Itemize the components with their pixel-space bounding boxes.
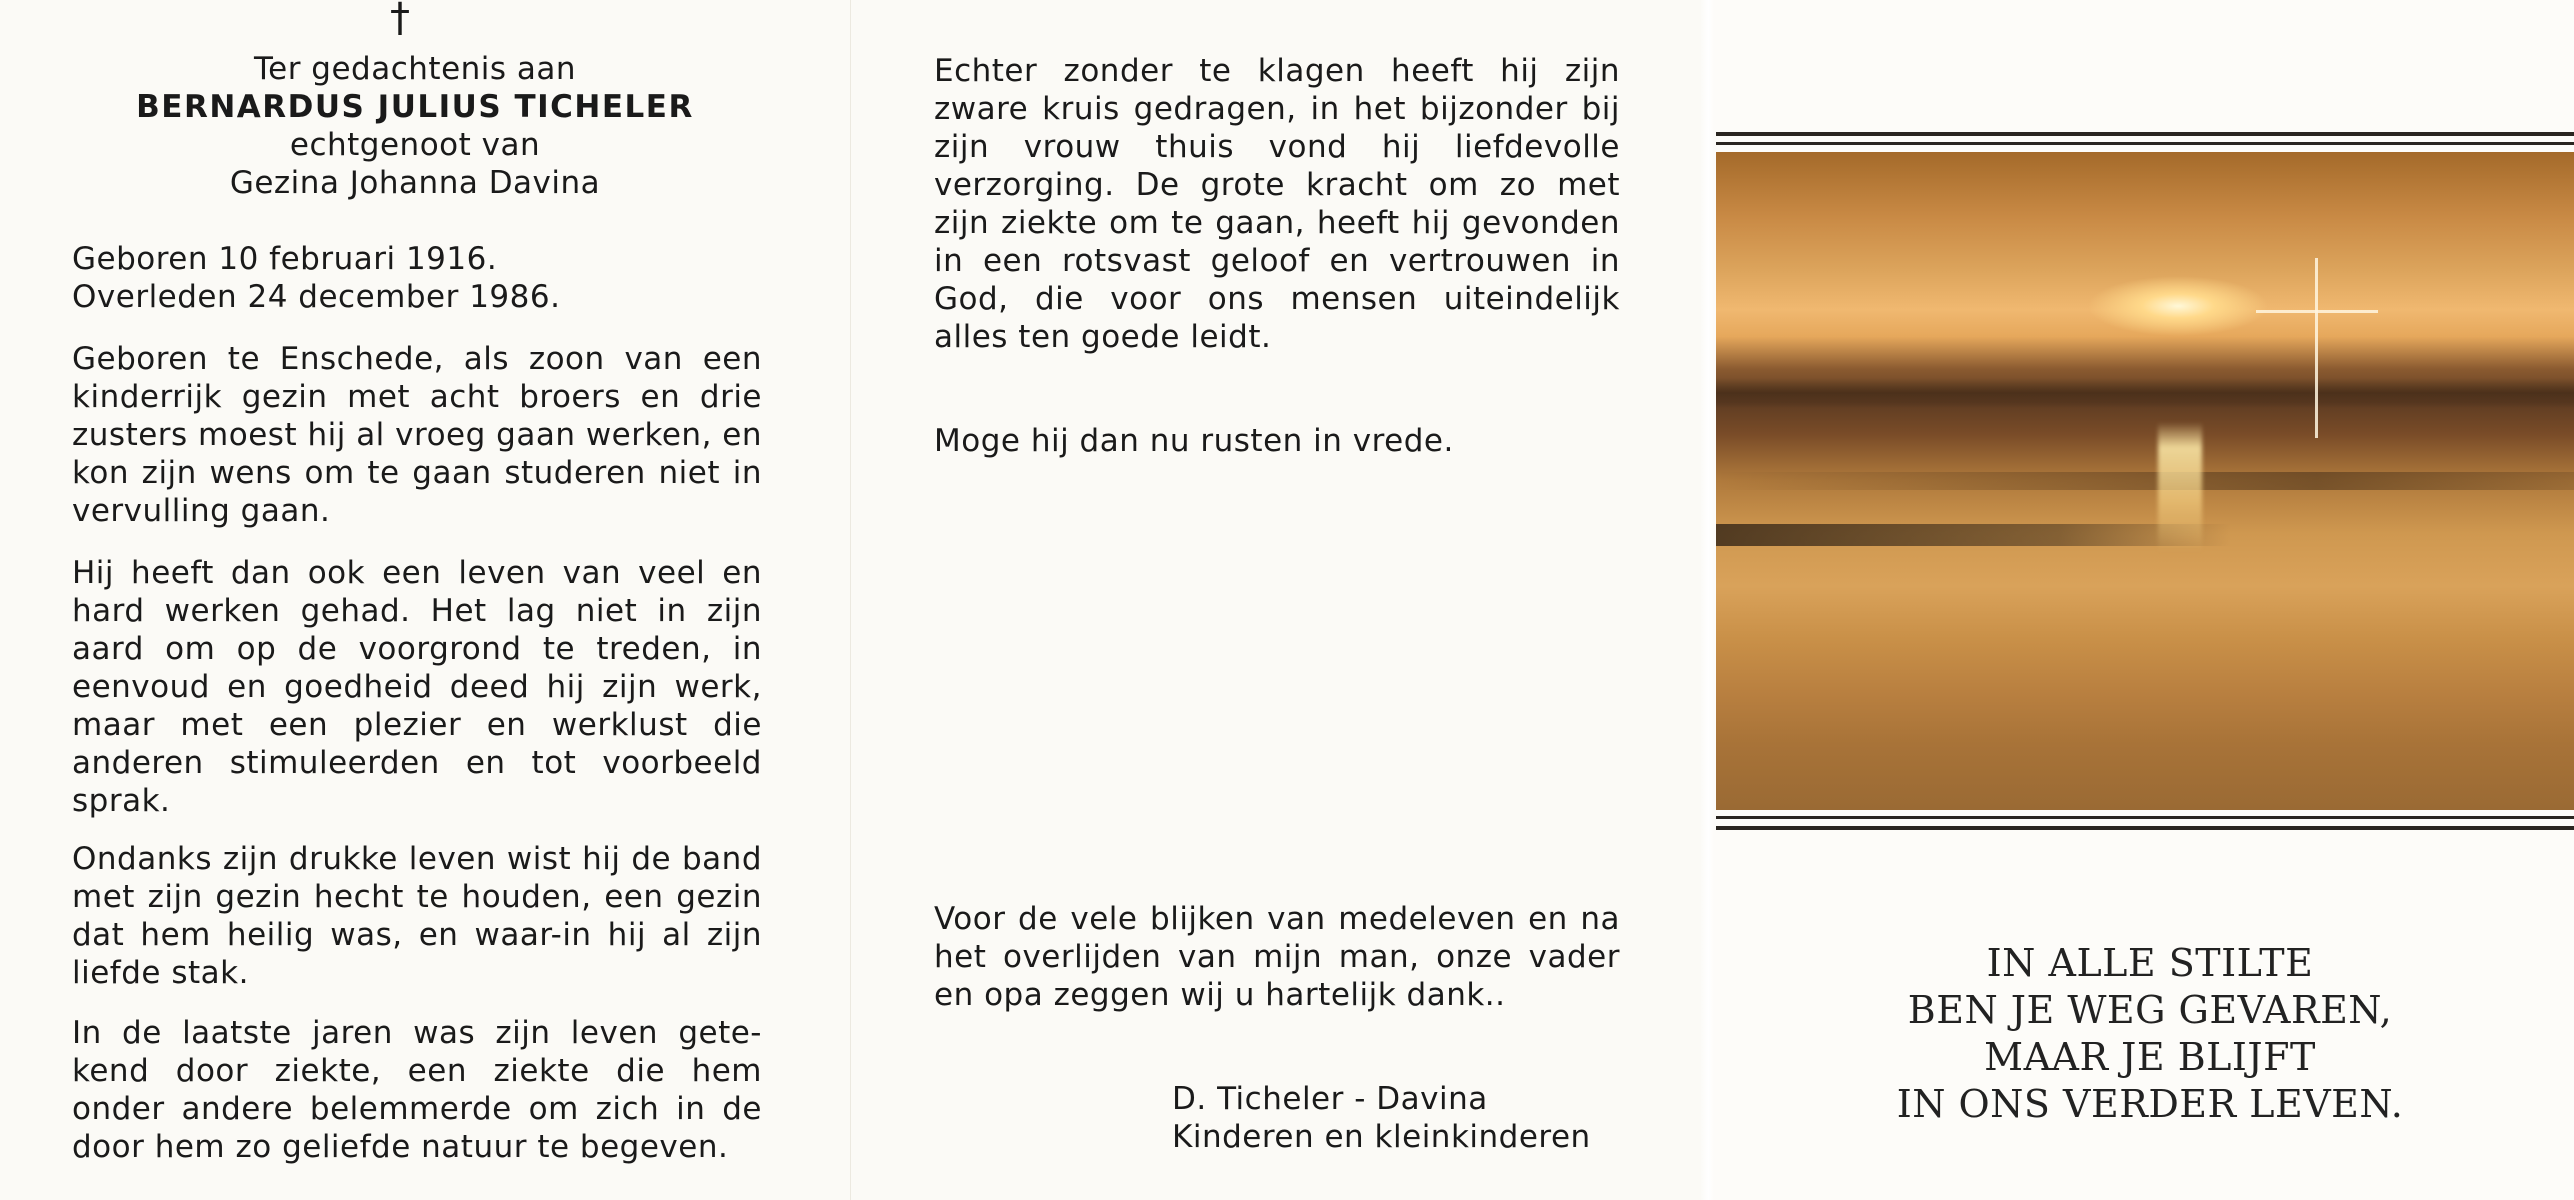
card-fold bbox=[1700, 0, 1714, 1200]
verse-line-1: IN ALLE STILTE bbox=[1986, 941, 2314, 985]
relation-text: echtgenoot van bbox=[289, 127, 541, 163]
memorial-verse bbox=[1770, 940, 2530, 1128]
life-dates bbox=[72, 240, 772, 316]
water-band bbox=[1716, 472, 2574, 490]
frame-rule-top-inner bbox=[1716, 142, 2574, 145]
frame-rule-top bbox=[1716, 132, 2574, 136]
biography-paragraph-1: Geboren te Enschede, als zoon van een kinderrijk gezin met acht broers en drie zusters moest hij al vroeg gaan werken, en kon zijn wens om te gaan studeren niet in vervulling gaan. bbox=[72, 341, 762, 529]
thanks-paragraph: Voor de vele blijken van medeleven en na het overlijden van mijn man, onze vader en opa zeggen wij u hartelijk dank.. bbox=[934, 901, 1620, 1013]
photo-cross-icon bbox=[2315, 258, 2318, 438]
signature bbox=[1172, 1080, 1692, 1156]
photo-frame bbox=[1716, 132, 2574, 840]
cross-icon: † bbox=[390, 0, 410, 41]
spouse-name: Gezina Johanna Davina bbox=[229, 165, 601, 201]
sunset-photo bbox=[1716, 152, 2574, 810]
biography-paragraph-3: Ondanks zijn drukke leven wist hij de band met zijn gezin hecht te houden, een gezin dat hem heilig was, en waar-in hij al zijn liefde stak. bbox=[72, 841, 762, 991]
verse-line-3: MAAR JE BLIJFT bbox=[1984, 1035, 2316, 1079]
biography-paragraph-2: Hij heeft dan ook een leven van veel en hard werken gehad. Het lag niet in zijn aard om op de voorgrond te treden, in eenvoud en goedheid deed hij zijn werk, maar met een plezier en werklust die anderen stimuleerden en tot voorbeeld sprak. bbox=[72, 555, 762, 819]
birth-date: Geboren 10 februari 1916. bbox=[72, 241, 498, 277]
signature-line-2: Kinderen en kleinkinderen bbox=[1172, 1119, 1591, 1155]
deceased-name: BERNARDUS JULIUS TICHELER bbox=[136, 89, 694, 125]
frame-rule-bottom-inner bbox=[1716, 816, 2574, 819]
memorial-heading bbox=[70, 50, 760, 202]
middle-paragraph-2: Moge hij dan nu rusten in vrede. bbox=[934, 423, 1454, 459]
middle-paragraph-1: Echter zonder te klagen heeft hij zijn zware kruis gedragen, in het bijzonder bij zijn vrouw thuis vond hij liefdevolle verzorging. De grote kracht om zo met zijn ziekte om te gaan, heeft hij gevonden in een rotsvast geloof en vertrouwen in God, die voor ons mensen uiteindelijk alles ten goede leidt. bbox=[934, 53, 1620, 355]
verse-line-2: BEN JE WEG GEVAREN, bbox=[1907, 988, 2393, 1032]
photo-cross-bar bbox=[2256, 310, 2378, 313]
signature-line-1: D. Ticheler - Davina bbox=[1172, 1081, 1488, 1117]
biography-paragraph-4: In de laatste jaren was zijn leven gete-kend door ziekte, een ziekte die hem onder andere belemmerde om zich in de door hem zo geliefde natuur te begeven. bbox=[72, 1015, 762, 1165]
card-panel-left bbox=[0, 0, 850, 1200]
heading-intro: Ter gedachtenis aan bbox=[253, 51, 577, 87]
death-date: Overleden 24 december 1986. bbox=[72, 279, 561, 315]
horizon-band bbox=[1716, 378, 2574, 408]
frame-rule-bottom bbox=[1716, 826, 2574, 830]
shoreline-band bbox=[1716, 524, 2574, 546]
sun-reflection bbox=[2158, 422, 2202, 552]
verse-line-4: IN ONS VERDER LEVEN. bbox=[1896, 1082, 2404, 1126]
